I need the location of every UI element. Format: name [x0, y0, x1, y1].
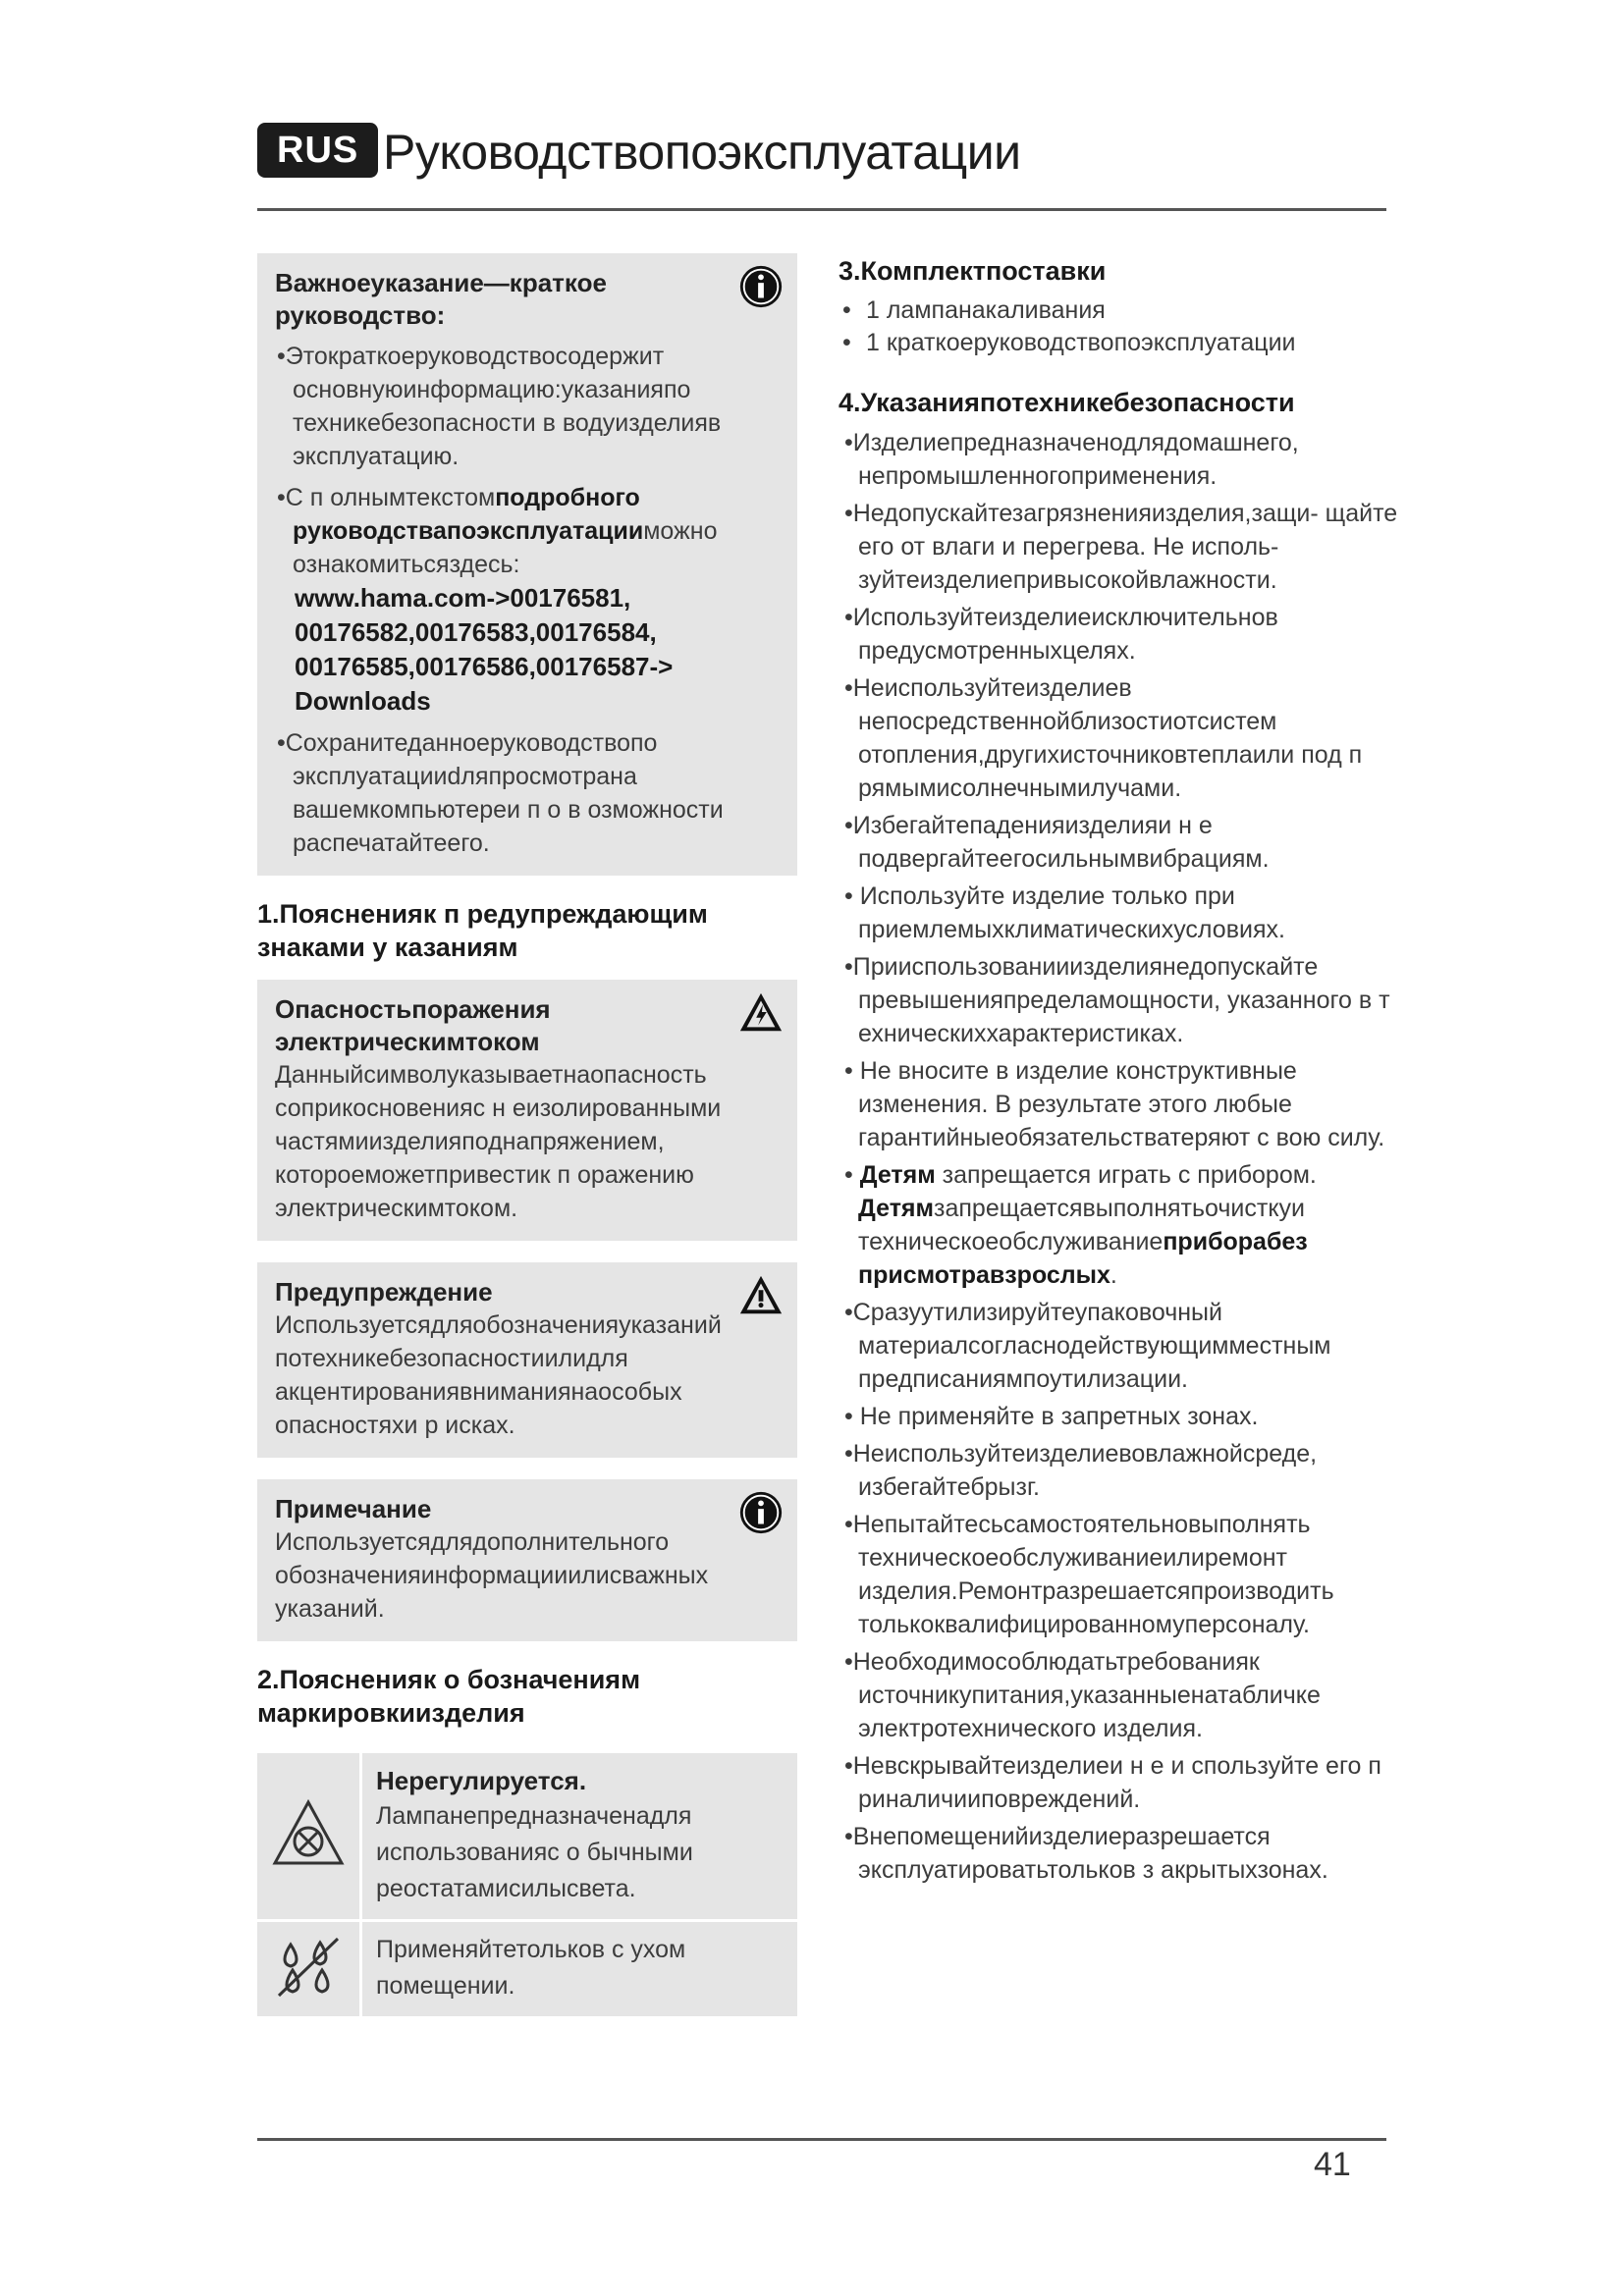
- safety-item: •Прииспользованииизделиянедопускайте превышенияпределамощности, указанного в т ехническиххарактеристиках.: [844, 953, 1390, 1047]
- note-text: Используетсядлядополнительного обозначенияинформацииилиcважных указаний.: [275, 1528, 709, 1623]
- dry-room-icon: [269, 1933, 348, 2002]
- safety-item: •Внепомещенийизделиеразрешается эксплуатироватьтольков з акрытыхзонах.: [844, 1823, 1328, 1884]
- important-bullet-2: •С п олнымтекстомподробного руководствапоэксплуатацииможно ознакомитьсяздесь:: [277, 484, 718, 578]
- danger-text: Данныйсимволуказываетнаопасность соприкосновенияс н еизолированными частямиизделияподнапряжением, котороеможетпривестик п оражению электрическимтоком.: [275, 1061, 722, 1222]
- danger-title: Опасностьпоражения электрическимтоком: [275, 994, 551, 1056]
- safety-item: •Неиспользуйтеизделиев непосредственнойблизостиотсистем отопления,другихисточниковтеплаили под п рямымисолнечнымилучами.: [844, 674, 1363, 802]
- electric-danger-box: [257, 980, 797, 1241]
- important-bullet-1: •Этократкоеруководствосодержит основнуюинформацию:указанияпо техникебезопасности в водуизделияв эксплуатацию.: [277, 343, 722, 470]
- safety-item: • Не вносите в изделие конструктивные изменения. В результате этого любые гарантийныеобязательстватеряют с вою силу.: [844, 1057, 1385, 1151]
- safety-item: •Используйтеизделиеисключительнов предусмотренныхцелях.: [844, 604, 1278, 665]
- section-2-heading: 2.Поясненияк о бозначениям маркировкиизделия: [257, 1665, 641, 1728]
- important-note-box: [257, 253, 797, 876]
- list-item: • 1 лампанакаливания: [839, 294, 1398, 327]
- right-column: [839, 253, 1398, 1887]
- page-header: [257, 118, 1386, 196]
- important-bullet-3: •Сохранитеданноеруководствопо эксплуатацииdляпросмотрана вашемкомпьютереи п о в озможности распечатайтеего.: [277, 729, 724, 857]
- safety-item: •Непытайтесьсамостоятельновыполнять техническоеобслуживаниеилиремонт изделия.Ремонтразрешаетсяпроизводить толькоквалифицированномуперсоналу.: [844, 1511, 1334, 1638]
- page-title: Руководствопоэксплуатации: [383, 125, 1021, 180]
- safety-item: •Невскрывайтеизделиеи н е и спользуйте его п риналичииповреждений.: [844, 1752, 1381, 1813]
- info-icon: [736, 1489, 785, 1536]
- safety-item: •Избегайтепаденияизделияи н е подвергайтеегосильнымвибрациям.: [844, 812, 1270, 873]
- safety-item: •Недопускайтезагрязненияизделия,защи- щайте его от влаги и перегрева. Не исполь- зуйтеизделиепривысокойвлажности.: [844, 500, 1398, 594]
- safety-item: •Необходимособлюдатьтребованияк источникупитания,указанныенатабличке электротехнического изделия.: [844, 1648, 1321, 1742]
- download-links: www.hama.com->00176581, 00176582,00176583,00176584, 00176585,00176586,00176587-> Downloads: [295, 583, 674, 716]
- safety-item: • Детям запрещается играть с прибором. Детямзапрещаетсявыполнятьочисткуи техническоеобслуживаниеприборабез присмотравзрослых.: [844, 1161, 1317, 1289]
- header-rule: [257, 208, 1386, 211]
- symbol-text: Лампанепредназначенадля использованияс о бычными реостатамисилысвета.: [376, 1802, 693, 1902]
- note-title: Примечание: [275, 1494, 432, 1523]
- no-dimmer-icon: [269, 1794, 348, 1873]
- language-badge: RUS: [257, 123, 378, 178]
- section-4-heading: 4.Указанияпотехникебезопасности: [839, 388, 1295, 417]
- warning-icon: [736, 1272, 785, 1319]
- electric-hazard-icon: [736, 989, 785, 1037]
- symbol-text: Применяйтетольков с ухом помещении.: [376, 1936, 686, 2000]
- warning-title: Предупреждение: [275, 1277, 493, 1307]
- section-1-heading: 1.Поясненияк п редупреждающим знаками у казаниям: [257, 899, 708, 962]
- safety-item: •Изделиепредназначенодлядомашнего, непромышленногоприменения.: [844, 429, 1299, 490]
- symbol-row: [257, 1753, 797, 1921]
- safety-item: •Сразуутилизируйтеупаковочный материалсогласнодействующимместным предписаниямпоутилизации.: [844, 1299, 1331, 1393]
- info-icon: [736, 263, 785, 310]
- footer-rule: [257, 2138, 1386, 2141]
- list-item: • 1 краткоеруководствопоэксплуатации: [839, 327, 1398, 359]
- page-number: 41: [1314, 2146, 1351, 2183]
- symbol-row: [257, 1921, 797, 2017]
- symbol-description: [361, 1753, 798, 1921]
- warning-box: [257, 1262, 797, 1458]
- symbol-icon-cell: [257, 1753, 361, 1921]
- note-box: [257, 1479, 797, 1641]
- safety-item: • Не применяйте в запретных зонах.: [844, 1403, 1259, 1430]
- important-title: Важноеуказание—краткое руководство:: [275, 268, 607, 330]
- section-3-heading: 3.Комплектпоставки: [839, 256, 1107, 286]
- safety-item: • Используйте изделие только при приемлемыхклиматическихусловиях.: [844, 882, 1285, 943]
- left-column: [257, 253, 797, 2016]
- symbol-icon-cell: [257, 1921, 361, 2017]
- safety-item: •Неиспользуйтеизделиевовлажнойсреде, избегайтебрызг.: [844, 1440, 1318, 1501]
- warning-text: Используетсядляобозначенияуказаний потехникебезопасностиилидля акцентированиявниманиянаособых опасностяхи р исках.: [275, 1311, 722, 1439]
- symbols-table: [257, 1753, 797, 2016]
- symbol-title: Нерегулируется.: [376, 1766, 587, 1795]
- symbol-description: [361, 1921, 798, 2017]
